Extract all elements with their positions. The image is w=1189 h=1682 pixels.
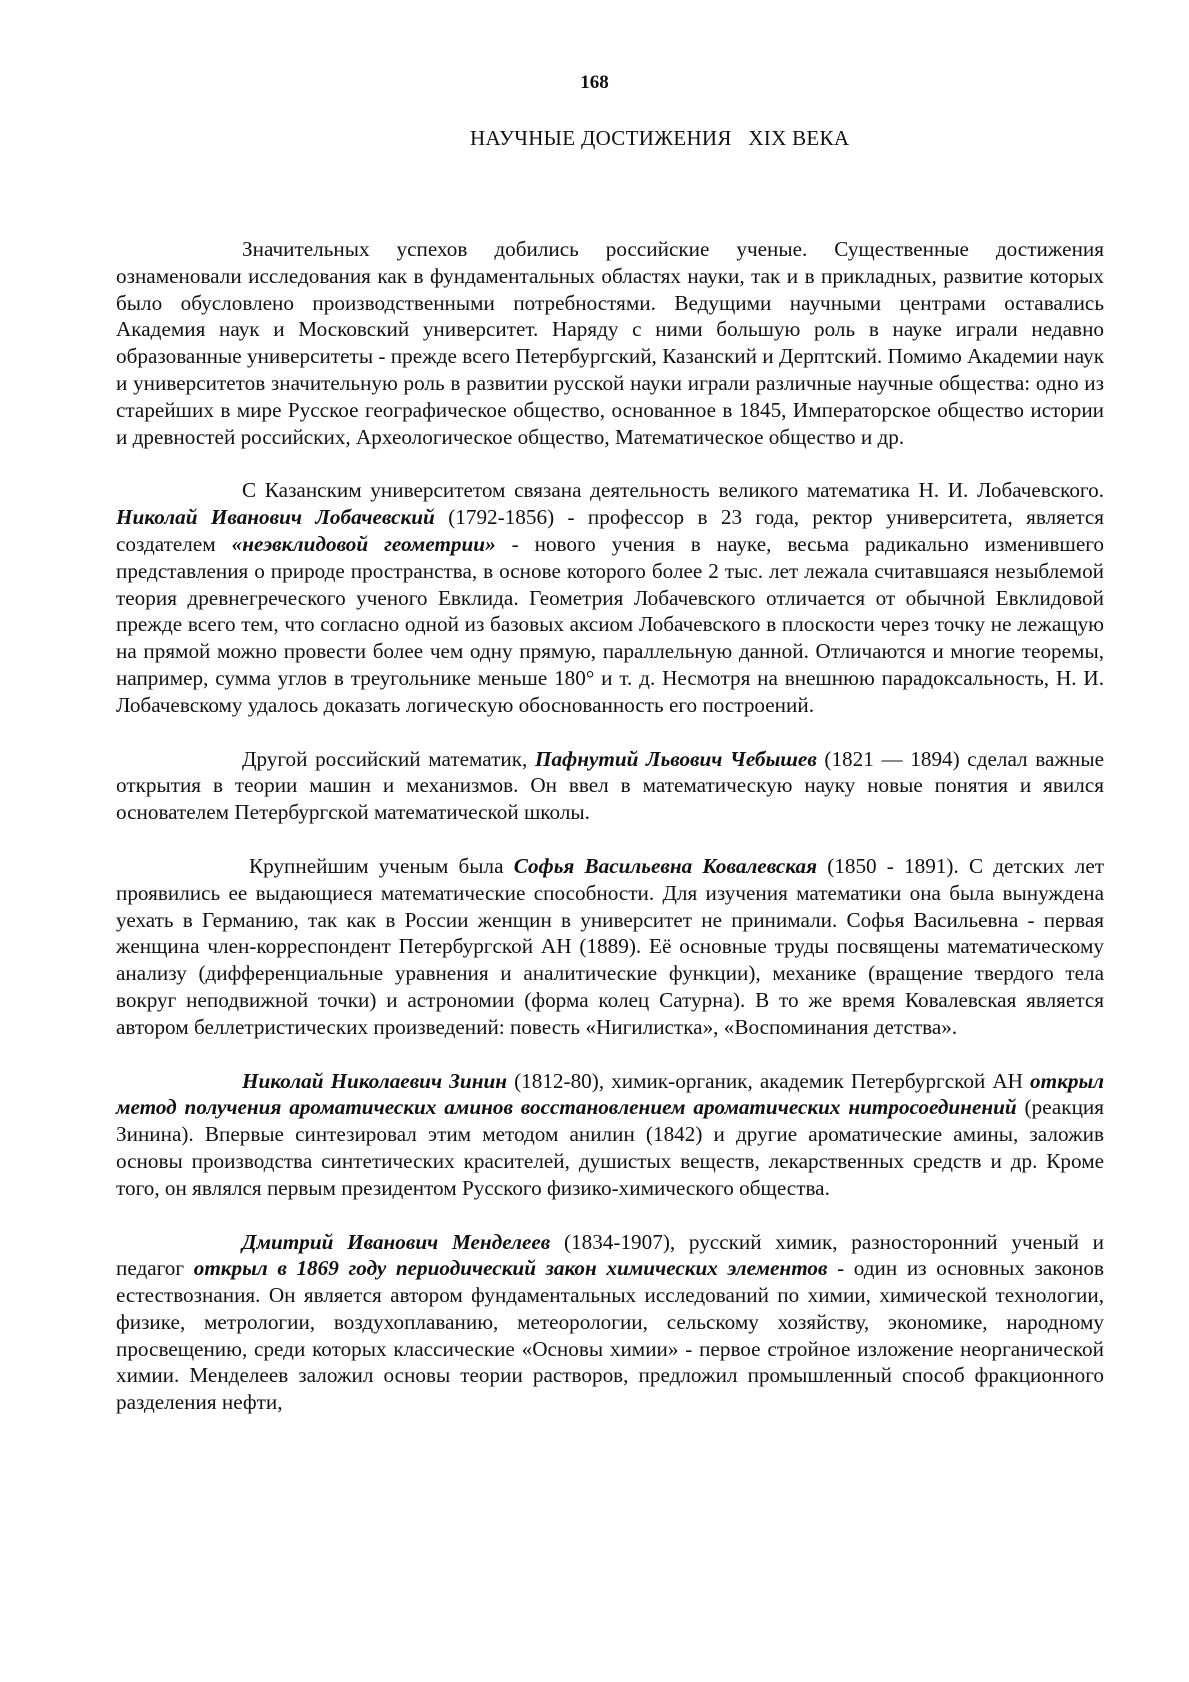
term-non-euclidean-geometry: «неэвклидовой геометрии»: [231, 531, 496, 556]
paragraph-text: Другой российский математик,: [242, 746, 535, 771]
paragraph-text: (1812-80), химик-органик, академик Петербургской АН: [507, 1068, 1031, 1093]
name-chebyshev: Пафнутий Львович Чебышев: [534, 746, 817, 771]
paragraph-chebyshev: [116, 746, 1104, 826]
paragraph-text: (1850 - 1891). С детских лет проявились ее выдающиеся математические способности. Для изучения математики она была вынуждена уехать в Германию, так как в России женщин в университет не принимали. Софья Васильевна - первая женщина член-корреспондент Петербургской АН (1889). Её основные труды посвящены математическому анализу (дифференциальные уравнения и аналитические функции), механике (вращение твердого тела вокруг неподвижной точки) и астрономии (форма колец Сатурна). В то же время Ковалевская является автором беллетристических произведений: повесть «Нигилистка», «Воспоминания детства».: [116, 853, 1104, 1039]
paragraph-text: (реакция Зинина). Впервые синтезировал этим методом анилин (1842) и другие ароматические амины, заложив основы производства синтетических красителей, душистых веществ, лекарственных средств и др. Кроме того, он являлся первым президентом Русского физико-химического общества.: [116, 1095, 1104, 1200]
name-lobachevsky: Николай Иванович Лобачевский: [116, 505, 435, 530]
paragraph-text: (1834-1907), русский химик, разносторонний ученый и педагог: [116, 1229, 1105, 1281]
paragraph-mendeleev: [116, 1229, 1104, 1417]
paragraph-text: (1821 — 1894) сделал важные открытия в теории машин и механизмов. Он ввел в математическую науку новые понятия и явился основателем Петербургской математической школы.: [116, 746, 1104, 825]
paragraph-kovalevskaya: [116, 853, 1104, 1041]
page-number: 168: [580, 72, 609, 93]
paragraph-text: Крупнейшим ученым была: [249, 853, 514, 878]
paragraph-text: - один из основных законов естествознания. Он является автором фундаментальных исследований по химии, химической технологии, физике, метрологии, воздухоплаванию, метеорологии, сельскому хозяйству, экономике, народному просвещению, среди которых классические «Основы химии» - первое стройное изложение неорганической химии. Менделеев заложил основы теории растворов, предложил промышленный способ фракционного разделения нефти,: [116, 1256, 1104, 1415]
name-kovalevskaya: Софья Васильевна Ковалевская: [513, 853, 818, 878]
name-zinin: Николай Николаевич Зинин: [242, 1068, 508, 1093]
paragraph-text: - нового учения в науке, весьма радикально изменившего представления о природе пространства, в основе которого более 2 тыс. лет лежала считавшаяся незыблемой теория древнегреческого ученого Евклида. Геометрия Лобачевского отличается от обычной Евклидовой прежде всего тем, что согласно одной из базовых аксиом Лобачевского в плоскости через точку не лежащую на прямой можно провести более чем одну прямую, параллельную данной. Отличаются и многие теоремы, например, сумма углов в треугольнике меньше 180° и т. д. Несмотря на внешнюю парадоксальность, Н. И. Лобачевскому удалось доказать логическую обоснованность его построений.: [116, 531, 1104, 717]
name-mendeleev: Дмитрий Иванович Менделеев: [242, 1229, 551, 1254]
paragraph-zinin: [116, 1068, 1104, 1202]
paragraph-text: (1792-1856) - профессор в 23 года, ректор университета, является создателем: [116, 505, 1104, 556]
term-periodic-law: открыл в 1869 году периодический закон химических элементов: [193, 1256, 828, 1281]
paragraph-lobachevsky: [116, 477, 1104, 718]
term-zinin-reaction: открыл метод получения ароматических аминов восстановлением ароматических нитросоединений: [116, 1068, 1105, 1120]
paragraph-text: С Казанским университетом связана деятельность великого математика Н. И. Лобачевского.: [242, 478, 1104, 503]
body-text: [116, 236, 1104, 1443]
paragraph-russian-scientists: [116, 236, 1104, 450]
page-title: НАУЧНЫЕ ДОСТИЖЕНИЯ XIX ВЕКА: [470, 126, 850, 150]
paragraph-text: Значительных успехов добились российские ученые. Существенные достижения ознаменовали исследования как в фундаментальных областях науки, так и в прикладных, развитие которых было обусловлено производственными потребностями. Ведущими научными центрами оставались Академия наук и Московский университет. Наряду с ними большую роль в науке играли недавно образованные университеты - прежде всего Петербургский, Казанский и Дерптский. Помимо Академии наук и университетов значительную роль в развитии русской науки играли различные научные общества: одно из старейших в мире Русское географическое общество, основанное в 1845, Императорское общество истории и древностей российских, Археологическое общество, Математическое общество и др.: [116, 237, 1104, 449]
